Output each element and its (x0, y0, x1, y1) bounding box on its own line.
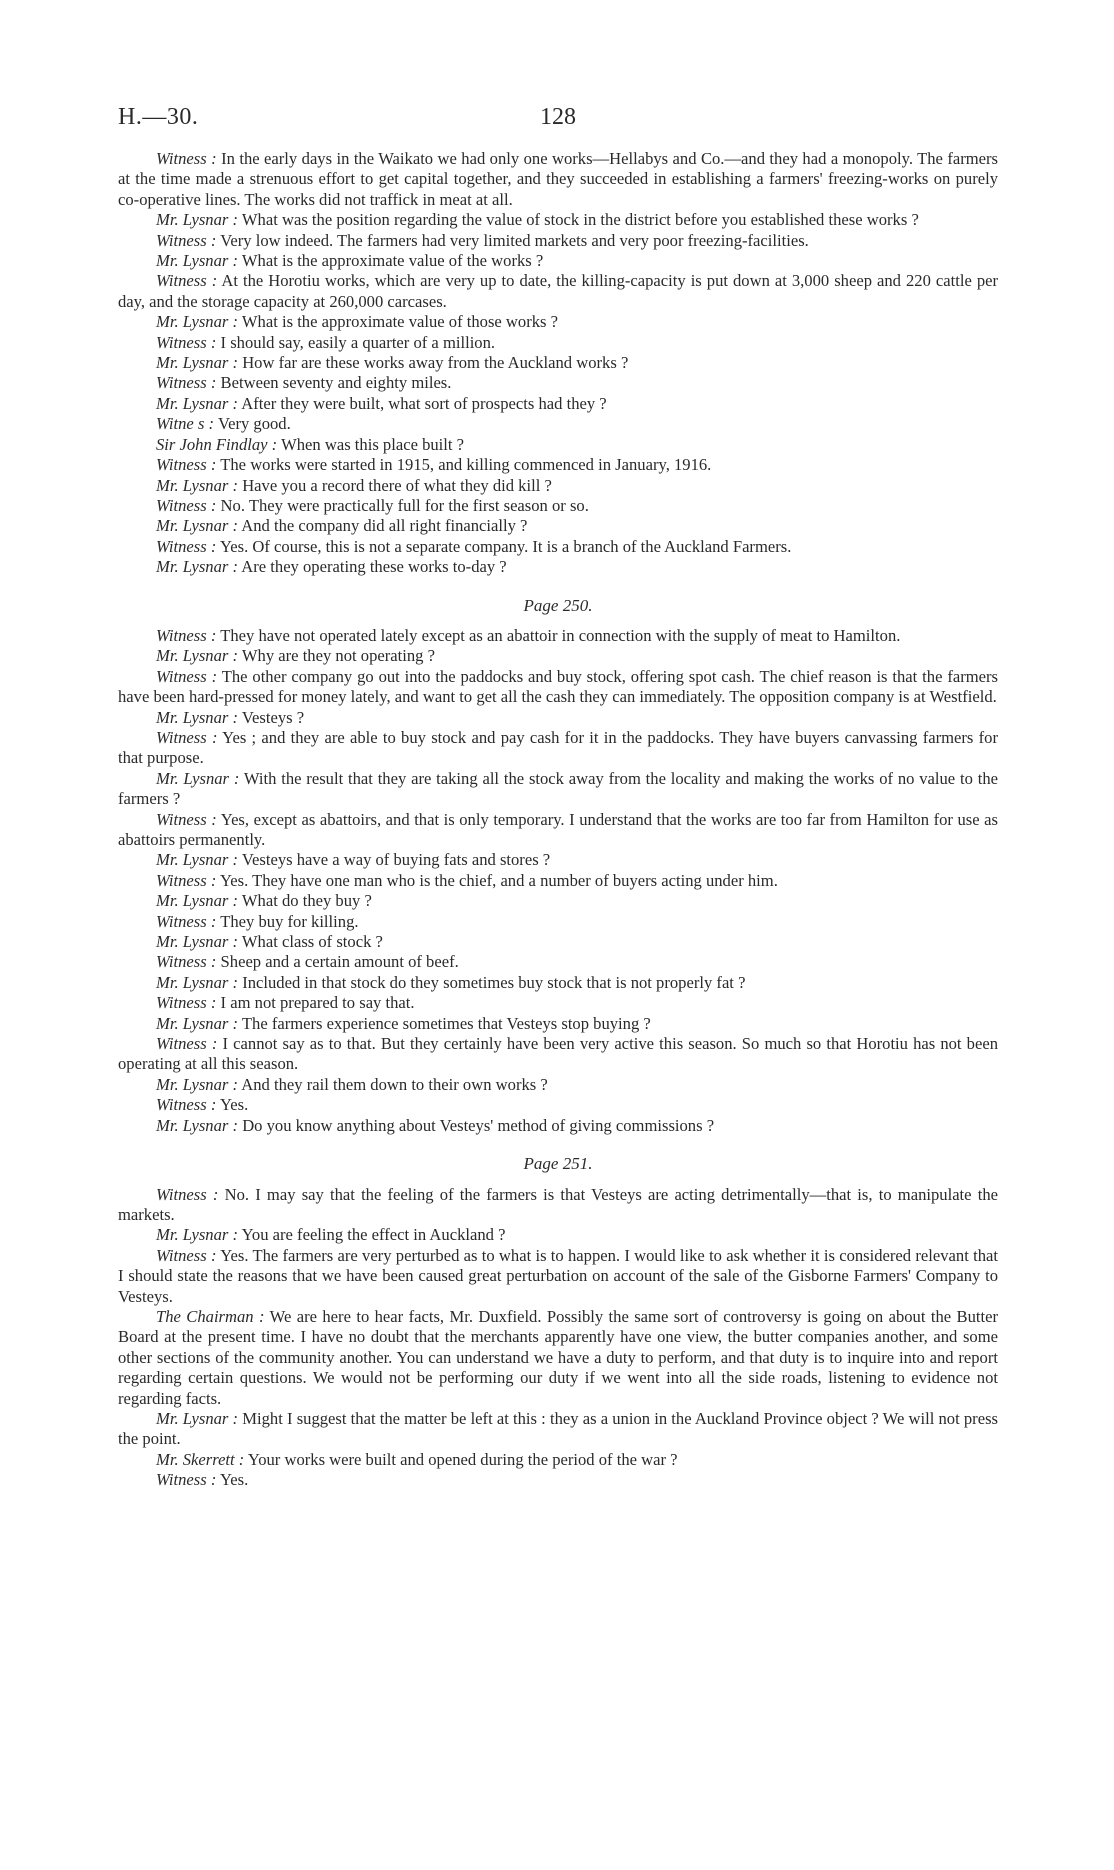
testimony-paragraph (118, 271, 998, 312)
testimony-paragraph (118, 1116, 998, 1136)
speaker-name: The Chairman : (156, 1306, 265, 1326)
speaker-name: Witness : (156, 332, 217, 352)
speaker-name: Witness : (156, 993, 217, 1013)
speech-text: Yes. (219, 1095, 249, 1115)
speaker-name: Mr. Lysnar : (156, 1115, 239, 1135)
testimony-paragraph (118, 646, 998, 666)
speaker-name: Mr. Lysnar : (156, 932, 239, 952)
speech-text: Your works were built and opened during the period of the war ? (247, 1449, 678, 1469)
testimony-paragraph (118, 952, 998, 972)
testimony-paragraph (118, 537, 998, 557)
testimony-paragraph (118, 373, 998, 393)
speech-text: They have not operated lately except as an abattoir in connection with the supply of meat to Hamilton. (220, 625, 901, 645)
speaker-name: Mr. Lysnar : (156, 1013, 239, 1033)
speech-text: What do they buy ? (241, 891, 372, 911)
speaker-name: Mr. Lysnar : (156, 850, 239, 870)
testimony-paragraph (118, 810, 998, 851)
speaker-name: Witness : (156, 952, 217, 972)
speech-text: Have you a record there of what they did kill ? (242, 475, 552, 495)
testimony-paragraph (118, 455, 998, 475)
speech-text: I am not prepared to say that. (220, 993, 415, 1013)
speaker-name: Witness : (156, 727, 218, 747)
speaker-name: Witness : (156, 1034, 218, 1054)
speaker-name: Witness : (156, 1095, 217, 1115)
testimony-paragraph (118, 353, 998, 373)
speech-text: After they were built, what sort of prospects had they ? (241, 393, 607, 413)
speech-text: What is the approximate value of the works ? (241, 251, 544, 271)
speech-text: Yes. (219, 1470, 249, 1490)
speech-text: Yes. Of course, this is not a separate company. It is a branch of the Auckland Farmers. (219, 536, 792, 556)
testimony-paragraph (118, 1185, 998, 1226)
speaker-name: Witness : (156, 911, 217, 931)
speech-text: Vesteys ? (241, 707, 305, 727)
testimony-paragraph (118, 667, 998, 708)
testimony-paragraph (118, 912, 998, 932)
speech-text: And they rail them down to their own works ? (241, 1074, 548, 1094)
testimony-paragraph (118, 1450, 998, 1470)
testimony-paragraph (118, 1014, 998, 1034)
testimony-paragraph (118, 496, 998, 516)
speech-text: We are here to hear facts, Mr. Duxfield. Possibly the same sort of controversy is going on about the Butter Board at the present time. I have no doubt that the merchants apparently have one view, the butter companies another, and some other sections of the community another. You can understand we have a duty to perform, and that duty is to inquire into and report regarding certain questions. We would not be performing our duty if we went into all the side roads, listening to evidence not regarding facts. (118, 1306, 999, 1408)
speaker-name: Witness : (156, 1184, 219, 1204)
speech-text: The works were started in 1915, and killing commenced in January, 1916. (220, 455, 712, 475)
testimony-paragraph (118, 1246, 998, 1307)
speech-text: Included in that stock do they sometimes buy stock that is not properly fat ? (242, 972, 746, 992)
speech-text: No. They were practically full for the first season or so. (220, 495, 589, 515)
speaker-name: Sir John Findlay : (156, 434, 278, 454)
speaker-name: Mr. Lysnar : (156, 1408, 239, 1428)
speech-text: Vesteys have a way of buying fats and stores ? (241, 850, 551, 870)
speaker-name: Mr. Lysnar : (156, 516, 239, 536)
speech-text: Might I suggest that the matter be left at this : they as a union in the Auckland Province object ? We will not press the point. (118, 1408, 998, 1449)
testimony-paragraph (118, 626, 998, 646)
testimony-paragraph (118, 1225, 998, 1245)
testimony-paragraph (118, 1095, 998, 1115)
testimony-paragraph (118, 210, 998, 230)
testimony-paragraph (118, 251, 998, 271)
speaker-name: Witness : (156, 230, 217, 250)
speech-text: At the Horotiu works, which are very up to date, the killing-capacity is put down at 3,000 sheep and 220 cattle per day, and the storage capacity at 260,000 carcases. (118, 271, 999, 311)
speaker-name: Witness : (156, 1470, 217, 1490)
speech-text: The farmers experience sometimes that Vesteys stop buying ? (241, 1013, 651, 1033)
testimony-paragraph (118, 871, 998, 891)
testimony-paragraph (118, 973, 998, 993)
speech-text: I cannot say as to that. But they certainly have been very active this season. So much so that Horotiu has not been operating at all this season. (118, 1034, 998, 1074)
speaker-name: Mr. Lysnar : (156, 210, 239, 230)
testimony-paragraph (118, 231, 998, 251)
speech-text: What was the position regarding the value of stock in the district before you established these works ? (241, 210, 919, 230)
speaker-name: Mr. Lysnar : (156, 475, 239, 495)
speaker-name: Witness : (156, 625, 217, 645)
speech-text: And the company did all right financially ? (241, 516, 528, 536)
speaker-name: Witness : (156, 870, 217, 890)
speech-text: They buy for killing. (220, 911, 359, 931)
testimony-body (118, 149, 998, 1491)
testimony-paragraph (118, 1409, 998, 1450)
testimony-paragraph (118, 932, 998, 952)
speech-text: How far are these works away from the Auckland works ? (242, 353, 629, 373)
speech-text: Are they operating these works to-day ? (241, 557, 507, 577)
speaker-name: Witness : (156, 373, 217, 393)
speech-text: I should say, easily a quarter of a million. (220, 332, 496, 352)
speaker-name: Mr. Lysnar : (156, 251, 239, 271)
speech-text: Do you know anything about Vesteys' method of giving commissions ? (242, 1115, 715, 1135)
testimony-paragraph (118, 1034, 998, 1075)
testimony-paragraph (118, 1307, 998, 1409)
testimony-paragraph (118, 394, 998, 414)
speech-text: What is the approximate value of those works ? (241, 312, 558, 332)
testimony-paragraph (118, 1470, 998, 1490)
speaker-name: Witness : (156, 536, 217, 556)
speech-text: Why are they not operating ? (241, 646, 435, 666)
speaker-name: Mr. Lysnar : (156, 768, 240, 788)
speech-text: Yes. The farmers are very perturbed as to what is to happen. I would like to ask whether it is considered relevant that I should state the reasons that we have been caused great perturbation on account of the sale of the Gisborne Farmers' Company to Vesteys. (118, 1245, 998, 1306)
speech-text: In the early days in the Waikato we had only one works—Hellabys and Co.—and they had a monopoly. The farmers at the time made a strenuous effort to get capital together, and they succeeded in establishing a farmers' freezing-works on purely co-operative lines. The works did not traffick in meat at all. (118, 149, 998, 209)
speech-text: You are feeling the effect in Auckland ? (241, 1225, 506, 1245)
speaker-name: Mr. Skerrett : (156, 1449, 245, 1469)
speaker-name: Witness : (156, 495, 217, 515)
speaker-name: Mr. Lysnar : (156, 312, 239, 332)
testimony-paragraph (118, 435, 998, 455)
testimony-paragraph (118, 850, 998, 870)
document-reference: H.—30. (118, 104, 199, 130)
speaker-name: Witness : (156, 666, 218, 686)
speech-text: The other company go out into the paddocks and buy stock, offering spot cash. The chief reason is that the farmers have been hard-pressed for money lately, and want to get all the cash they can immediately. The opposition company is at Westfield. (118, 666, 998, 707)
testimony-paragraph (118, 333, 998, 353)
speaker-name: Mr. Lysnar : (156, 1074, 239, 1094)
page-number: 128 (540, 104, 576, 130)
speaker-name: Mr. Lysnar : (156, 1225, 239, 1245)
testimony-paragraph (118, 312, 998, 332)
speaker-name: Witne s : (156, 414, 215, 434)
speech-text: Yes, except as abattoirs, and that is only temporary. I understand that the works are too far from Hamilton for use as abattoirs permanently. (118, 809, 998, 849)
speech-text: Between seventy and eighty miles. (220, 373, 452, 393)
testimony-paragraph (118, 993, 998, 1013)
speech-text: No. I may say that the feeling of the farmers is that Vesteys are acting detrimentally—that is, to manipulate the markets. (118, 1184, 998, 1224)
testimony-paragraph (118, 728, 998, 769)
speech-text: Very good. (217, 414, 291, 434)
speech-text: With the result that they are taking all the stock away from the locality and making the works of no value to the farmers ? (118, 768, 998, 809)
speaker-name: Mr. Lysnar : (156, 557, 239, 577)
speaker-name: Mr. Lysnar : (156, 393, 239, 413)
speaker-name: Witness : (156, 271, 218, 291)
testimony-paragraph (118, 769, 998, 810)
speaker-name: Witness : (156, 149, 217, 168)
speaker-name: Witness : (156, 1245, 217, 1265)
testimony-paragraph (118, 1075, 998, 1095)
section-heading: Page 250. (523, 595, 593, 615)
speaker-name: Mr. Lysnar : (156, 646, 239, 666)
speaker-name: Witness : (156, 455, 217, 475)
testimony-paragraph (118, 149, 998, 210)
testimony-paragraph (118, 708, 998, 728)
speaker-name: Mr. Lysnar : (156, 972, 239, 992)
speech-text: Yes ; and they are able to buy stock and pay cash for it in the paddocks. They have buyers canvassing farmers for that purpose. (118, 727, 998, 768)
testimony-paragraph (118, 891, 998, 911)
speaker-name: Mr. Lysnar : (156, 353, 239, 373)
speaker-name: Witness : (156, 809, 217, 829)
speech-text: Sheep and a certain amount of beef. (220, 952, 459, 972)
testimony-paragraph (118, 414, 998, 434)
speech-text: When was this place built ? (281, 434, 465, 454)
page-header (118, 104, 998, 136)
speech-text: What class of stock ? (241, 932, 383, 952)
testimony-paragraph (118, 476, 998, 496)
testimony-paragraph (118, 516, 998, 536)
testimony-paragraph (118, 557, 998, 577)
speech-text: Very low indeed. The farmers had very limited markets and very poor freezing-facilities. (220, 230, 809, 250)
speaker-name: Mr. Lysnar : (156, 891, 239, 911)
speaker-name: Mr. Lysnar : (156, 707, 239, 727)
section-heading: Page 251. (523, 1154, 593, 1174)
speech-text: Yes. They have one man who is the chief, and a number of buyers acting under him. (219, 870, 778, 890)
